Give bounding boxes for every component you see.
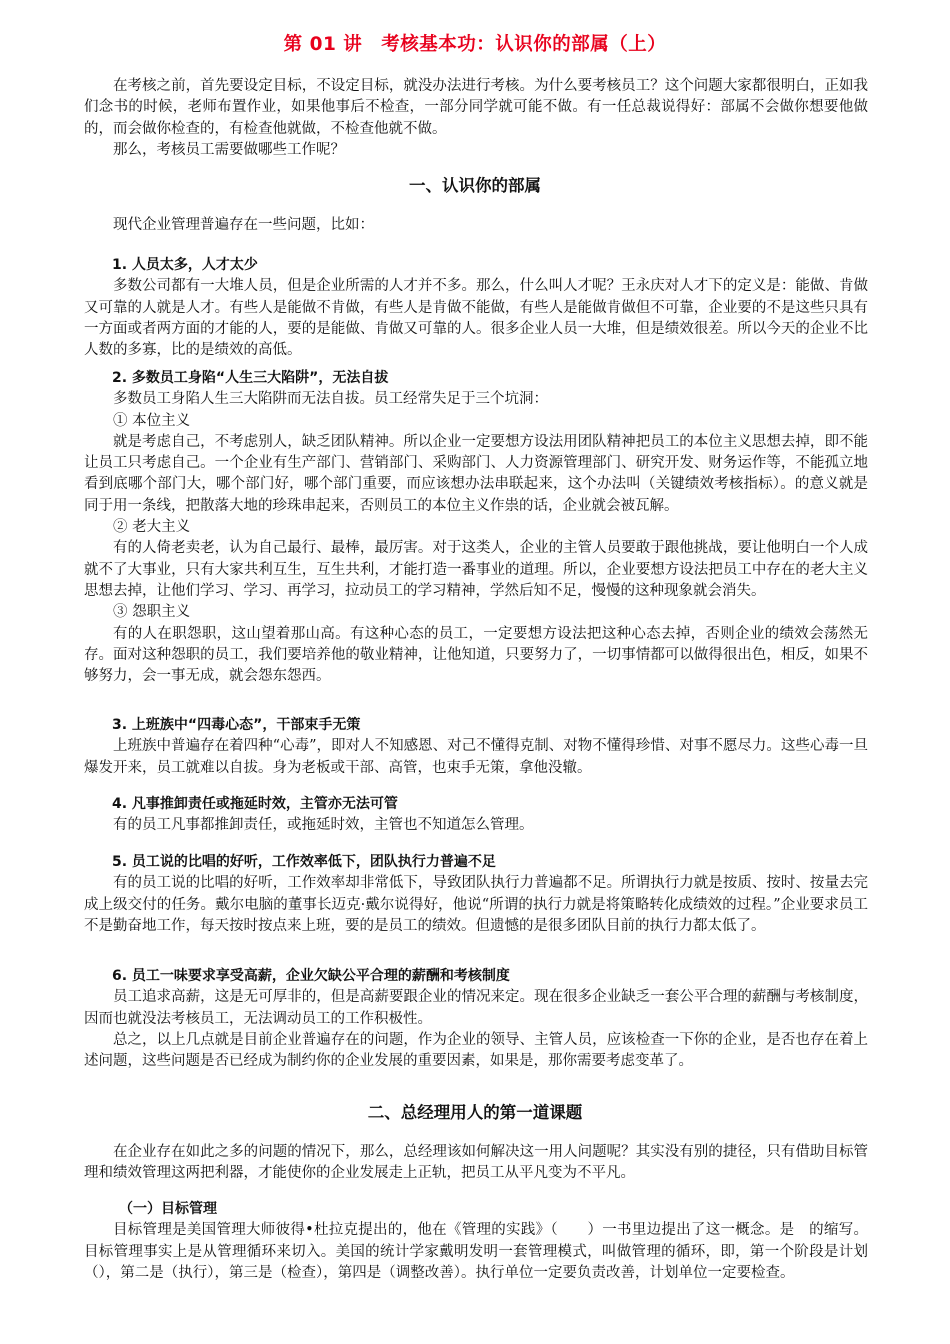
trap-b-heading: ② 老大主义 <box>113 519 191 536</box>
intro-paragraph: 在考核之前，首先要设定目标，不设定目标，就没办法进行考核。为什么要考核员工？这个问题大家都很明白，正如我们念书的时候，老师布置作业，如果他事后不检查，一部分同学就可能不做。有一任总裁说得好：部属不会做你想要他做的，而会做你检查的，有检查他就做，不检查他就不做。 <box>84 78 868 137</box>
trap-c-heading: ③ 怨职主义 <box>113 604 191 621</box>
problem-5-heading: 5. 员工说的比唱的好听，工作效率低下，团队执行力普遍不足 <box>112 854 496 870</box>
objective-management-heading: （一）目标管理 <box>119 1201 217 1217</box>
problem-5-text: 有的员工说的比唱的好听，工作效率却非常低下，导致团队执行力普遍都不足。所谓执行力就是按质、按时、按量去完成上级交付的任务。戴尔电脑的董事长迈克·戴尔说得好，他说“所谓的执行力就是将策略转化成绩效的过程。”企业要求员工不是勤奋地工作，每天按时按点来上班，要的是员工的绩效。但遗憾的是很多团队目前的执行力都太低了。 <box>84 875 868 934</box>
problem-2-block <box>84 368 868 687</box>
problem-1-block <box>84 255 868 361</box>
intro-block <box>84 76 868 161</box>
objective-management-block <box>84 1199 868 1284</box>
problem-6-heading: 6. 员工一味要求享受高薪，企业欠缺公平合理的薪酬和考核制度 <box>112 968 510 984</box>
problem-2-heading: 2. 多数员工身陷“人生三大陷阱”，无法自拔 <box>112 370 389 386</box>
section2-intro-block <box>84 1142 868 1185</box>
section2-intro: 在企业存在如此之多的问题的情况下，那么，总经理该如何解决这一用人问题呢？其实没有别的捷径，只有借助目标管理和绩效管理这两把利器，才能使你的企业发展走上正轨，把员工从平凡变为不平凡。 <box>84 1144 868 1182</box>
trap-b-text: 有的人倚老卖老，认为自己最行、最棒，最厉害。对于这类人，企业的主管人员要敢于跟他挑战，要让他明白一个人成就不了大事业，只有大家共利互生，互生共利，才能打造一番事业的道理。所以，企业要想方设法把员工中存在的老大主义思想去掉，让他们学习、学习、再学习，拉动员工的学习精神，学然后知不足，慢慢的这种现象就会消失。 <box>84 540 868 599</box>
problem-4-text: 有的员工凡事都推卸责任，或拖延时效，主管也不知道怎么管理。 <box>113 817 534 834</box>
page-title: 第 01 讲 考核基本功：认识你的部属（上） <box>283 34 667 55</box>
problem-3-block <box>84 715 868 779</box>
section-title-1: 一、认识你的部属 <box>409 176 541 195</box>
objective-management-text: 目标管理是美国管理大师彼得•杜拉克提出的，他在《管理的实践》（ ）一书里边提出了这一概念。是 的缩写。目标管理事实上是从管理循环来切入。美国的统计学家戴明发明一套管理模式，叫做管理的循环，即，第一个阶段是计划（），第二是（执行），第三是（检查），第四是（调整改善）。执行单位一定要负责改善，计划单位一定要检查。 <box>84 1222 868 1281</box>
problem-4-block <box>84 794 868 837</box>
section-title-2: 二、总经理用人的第一道课题 <box>367 1103 583 1122</box>
trap-a-text: 就是考虑自己，不考虑别人，缺乏团队精神。所以企业一定要想方设法用团队精神把员工的本位主义思想去掉，即不能让员工只考虑自己。一个企业有生产部门、营销部门、采购部门、人力资源管理部门、研究开发、财务运作等，不能孤立地看到底哪个部门大，哪个部门好，哪个部门重要，而应该想办法串联起来，这个办法叫（关键绩效考核指标）。的意义就是同于用一条线，把散落大地的珍珠串起来，否则员工的本位主义作祟的话，企业就会被瓦解。 <box>84 433 868 514</box>
section1-lead: 现代企业管理普遍存在一些问题，比如： <box>113 217 374 233</box>
problem-1-heading: 1. 人员太多，人才太少 <box>112 257 258 273</box>
problem-4-heading: 4. 凡事推卸责任或拖延时效，主管亦无法可管 <box>112 796 398 812</box>
problem-5-block <box>84 852 868 937</box>
intro-question: 那么，考核员工需要做哪些工作呢？ <box>113 141 345 158</box>
problem-6-block <box>84 966 868 1072</box>
trap-a-heading: ① 本位主义 <box>113 412 191 429</box>
section1-lead-block <box>84 215 868 236</box>
summary-text: 总之，以上几点就是目前企业普遍存在的问题，作为企业的领导、主管人员，应该检查一下你的企业，是否也存在着上述问题，这些问题是否已经成为制约你的企业发展的重要因素，如果是，那你需要考虑变革了。 <box>84 1031 868 1070</box>
problem-6-text: 员工追求高薪，这是无可厚非的，但是高薪要跟企业的情况来定。现在很多企业缺乏一套公平合理的薪酬与考核制度，因而也就没法考核员工，无法调动员工的工作积极性。 <box>84 989 868 1027</box>
problem-1-text: 多数公司都有一大堆人员，但是企业所需的人才并不多。那么，什么叫人才呢？王永庆对人才下的定义是：能做、肯做又可靠的人就是人才。有些人是能做不肯做，有些人是肯做不能做，有些人是能做肯做但不可靠，企业要的不是这些只具有一方面或者两方面的才能的人，要的是能做、肯做又可靠的人。很多企业人员一大堆，但是绩效很差。所以今天的企业不比人数的多寡，比的是绩效的高低。 <box>84 278 868 359</box>
trap-c-text: 有的人在职怨职，这山望着那山高。有这种心态的员工，一定要想方设法把这种心态去掉，否则企业的绩效会荡然无存。面对这种怨职的员工，我们要培养他的敬业精神，让他知道，只要努力了，一切事情都可以做得很出色，相反，如果不够努力，会一事无成，就会怨东怨西。 <box>84 625 868 685</box>
problem-2-text: 多数员工身陷人生三大陷阱而无法自拔。员工经常失足于三个坑洞： <box>113 391 548 408</box>
problem-3-heading: 3. 上班族中“四毒心态”，干部束手无策 <box>112 717 361 733</box>
problem-3-text: 上班族中普遍存在着四种“心毒”，即对人不知感恩、对己不懂得克制、对物不懂得珍惜、对事不愿尽力。这些心毒一旦爆发开来，员工就难以自拔。身为老板或干部、高管，也束手无策，拿他没辙。 <box>84 738 868 776</box>
